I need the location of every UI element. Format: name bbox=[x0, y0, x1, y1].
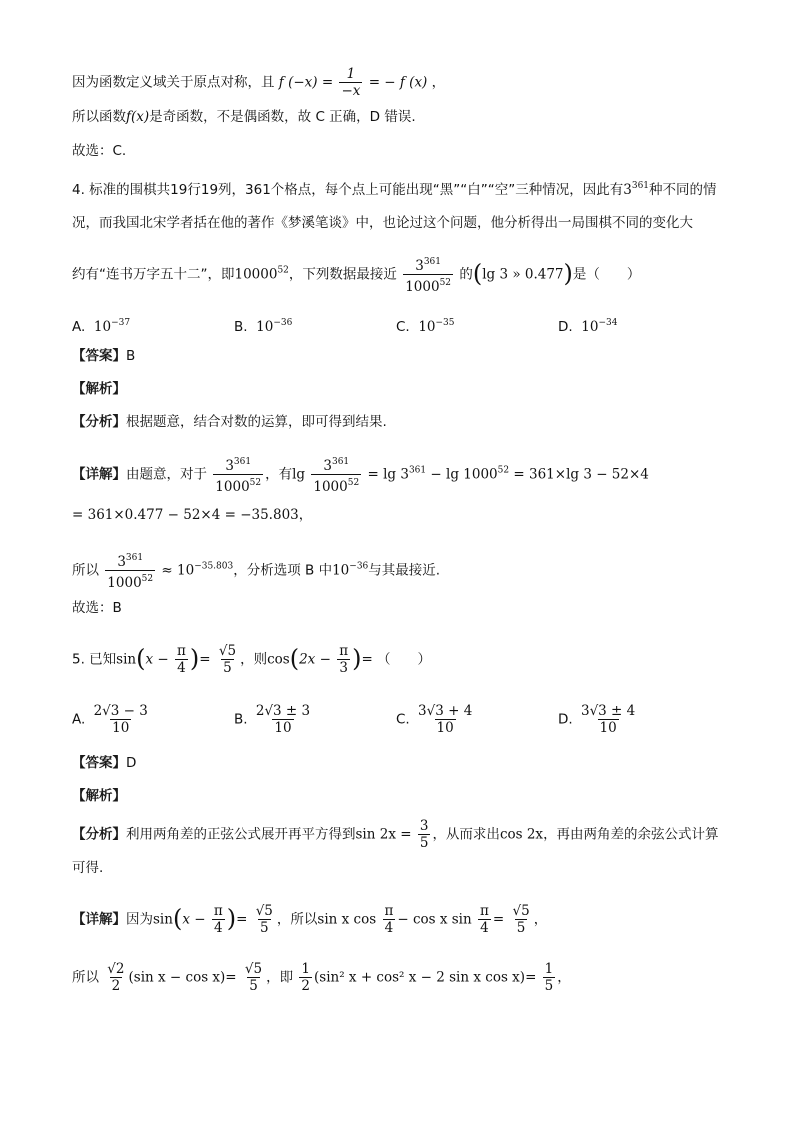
option-label: D. bbox=[558, 711, 573, 728]
numerator: √5 bbox=[218, 643, 237, 659]
math: x − bbox=[182, 911, 206, 928]
text: 约有“连书万字五十二”，即 bbox=[72, 266, 235, 283]
option-label: A. bbox=[72, 319, 86, 335]
denominator: 5 bbox=[516, 920, 526, 936]
denominator: 4 bbox=[480, 920, 489, 936]
q5-line-1: 5. 已知sin(x − $\frac{\pi}{4}$ )= $\frac{√5}{5}$ ，则cos(2x − $\frac{\pi}{3}$ )= （ ） bbox=[72, 643, 432, 676]
q5-analysis-title bbox=[72, 786, 126, 806]
math: 1000 bbox=[405, 279, 440, 295]
exponent: 52 bbox=[439, 278, 452, 288]
math: = （ ） bbox=[361, 651, 432, 668]
math: 1000 bbox=[107, 575, 142, 591]
math: 1000 bbox=[313, 479, 348, 495]
fraction bbox=[510, 903, 531, 936]
math: 3 bbox=[117, 554, 126, 570]
denominator: 3 bbox=[339, 660, 348, 676]
exponent: 52 bbox=[347, 478, 360, 488]
text: 由题意，对于 bbox=[126, 466, 207, 483]
text: ，从而求出 bbox=[432, 826, 500, 843]
fraction bbox=[403, 254, 453, 295]
denominator: 10 bbox=[599, 720, 617, 736]
denominator: 10 bbox=[112, 720, 130, 736]
fraction bbox=[382, 903, 395, 936]
fraction bbox=[175, 643, 188, 676]
math: (sin x − cos x) bbox=[128, 969, 226, 986]
fraction bbox=[311, 454, 361, 495]
text: ， bbox=[533, 911, 548, 928]
exponent: 52 bbox=[277, 265, 289, 276]
numerator bbox=[223, 454, 253, 474]
math: sin bbox=[116, 651, 137, 668]
numerator bbox=[321, 454, 351, 474]
numerator: 1 bbox=[301, 961, 310, 977]
q4-option-a bbox=[72, 313, 130, 337]
text: 因为函数定义域关于原点对称，且 bbox=[72, 74, 275, 91]
numerator: 3√3 ± 4 bbox=[580, 703, 636, 719]
numerator: 2√3 ± 3 bbox=[255, 703, 311, 719]
exponent: −36 bbox=[349, 561, 369, 572]
math: 10 bbox=[418, 319, 436, 335]
numerator: 2√3 − 3 bbox=[93, 703, 148, 719]
numerator: π bbox=[339, 643, 349, 659]
denominator: 4 bbox=[213, 920, 223, 936]
denominator: 2 bbox=[301, 978, 310, 994]
text: ， bbox=[557, 969, 571, 986]
analysis-tag: 【解析】 bbox=[72, 788, 126, 804]
math: = lg 3 bbox=[367, 466, 409, 483]
denominator: 10 bbox=[274, 720, 292, 736]
denominator: 5 bbox=[260, 920, 269, 936]
denominator: 10 bbox=[436, 720, 454, 736]
denominator: 5 bbox=[223, 660, 232, 676]
q5-option-b bbox=[234, 703, 314, 736]
exponent: 361 bbox=[331, 457, 350, 467]
exponent: 52 bbox=[141, 574, 154, 584]
denominator: 4 bbox=[177, 660, 186, 676]
q4-line-1 bbox=[72, 176, 717, 200]
q5-last-line bbox=[72, 961, 571, 994]
math: − lg 1000 bbox=[426, 466, 498, 483]
numerator: π bbox=[480, 903, 489, 919]
text: 所以 bbox=[72, 562, 99, 579]
numerator: 1 bbox=[544, 961, 554, 977]
q4-option-b bbox=[234, 313, 292, 337]
fraction bbox=[212, 903, 225, 936]
math: 3 bbox=[323, 458, 332, 474]
exponent: 361 bbox=[631, 181, 650, 191]
q4-fenxi bbox=[72, 412, 387, 432]
text: 是奇函数，不是偶函数，故 C 正确，D 错误. bbox=[149, 109, 416, 125]
math: 10 bbox=[93, 319, 112, 335]
text: 因为 bbox=[126, 911, 153, 928]
math: lg 3 » 0.477 bbox=[482, 266, 564, 283]
option-label: B. bbox=[234, 711, 248, 728]
text: 所以函数 bbox=[72, 109, 126, 125]
math: = bbox=[236, 911, 248, 928]
answer-tag: 【答案】 bbox=[72, 348, 126, 364]
analysis-tag: 【解析】 bbox=[72, 381, 126, 397]
math: 3 bbox=[225, 458, 234, 474]
q4-option-d bbox=[558, 313, 617, 337]
numerator: √5 bbox=[255, 903, 273, 919]
q5-xiangjie: 【详解】因为sin(x − $\frac{\pi}{4}$ )= $\frac{√5}{5}$ ，所以sin x cos $\frac{\pi}{4}$ − cos x sin $\frac{\pi}{4}$ = $\frac{√5}{5}$ ， bbox=[72, 903, 548, 936]
denominator bbox=[105, 570, 155, 591]
prev-line-1 bbox=[72, 66, 445, 99]
option-label: C. bbox=[396, 711, 410, 728]
math: x − bbox=[145, 651, 169, 668]
math: = bbox=[525, 969, 537, 986]
math: = bbox=[199, 651, 211, 668]
text: 的 bbox=[459, 266, 473, 283]
numerator: √5 bbox=[512, 903, 530, 919]
q4-answer bbox=[72, 346, 135, 366]
math: 1000 bbox=[215, 479, 250, 495]
text: ，分析选项 B 中 bbox=[233, 562, 333, 579]
numerator bbox=[115, 550, 145, 570]
q4-calc-2 bbox=[72, 505, 312, 525]
q4-conclusion bbox=[72, 550, 440, 591]
text: 与其最接近. bbox=[368, 562, 441, 579]
math: sin x cos bbox=[317, 911, 377, 928]
option-label: D. bbox=[558, 319, 573, 335]
exponent: 361 bbox=[423, 257, 441, 267]
numerator: 3 bbox=[419, 818, 429, 834]
denominator bbox=[311, 474, 361, 495]
denominator: 5 bbox=[544, 978, 554, 994]
q5-option-d bbox=[558, 703, 639, 736]
math: 3 bbox=[415, 258, 424, 274]
option-label: C. bbox=[396, 319, 410, 335]
text: ，有 bbox=[265, 466, 293, 483]
text: 所以 bbox=[72, 969, 99, 986]
fraction bbox=[213, 454, 263, 495]
exponent: −37 bbox=[111, 318, 131, 328]
denominator: 4 bbox=[384, 920, 394, 936]
q5-fenxi-cont bbox=[72, 858, 103, 878]
text: 根据题意，结合对数的运算，即可得到结果. bbox=[126, 414, 387, 430]
exponent: −35 bbox=[435, 318, 455, 328]
math: ≈ 10 bbox=[161, 562, 195, 579]
math: cos 2x bbox=[499, 826, 544, 843]
math: (sin² x + cos² x − 2 sin x cos x) bbox=[314, 969, 526, 986]
q5-option-a bbox=[72, 703, 152, 736]
text: ，所以 bbox=[276, 911, 318, 928]
math: sin 2x = bbox=[355, 826, 412, 843]
numerator: 1 bbox=[346, 66, 356, 82]
text: 利用两角差的正弦公式展开再平方得到 bbox=[126, 826, 356, 843]
numerator: 3√3 + 4 bbox=[418, 703, 473, 719]
math: = bbox=[225, 969, 237, 986]
math: sin bbox=[153, 911, 173, 928]
text: ，下列数据最接近 bbox=[288, 266, 397, 283]
numerator: √5 bbox=[244, 961, 263, 977]
text: 故选：B bbox=[72, 600, 122, 616]
math: 2x − bbox=[299, 651, 331, 668]
fraction bbox=[478, 903, 491, 936]
q5-answer bbox=[72, 753, 136, 773]
text: 况，而我国北宋学者括在他的著作《梦溪笔谈》中，也论过这个问题，他分析得出一局围棋不同的变化大 bbox=[72, 215, 693, 231]
q4-line-3: 约有“连书万字五十二”，即10000$^{52}$，下列数据最接近 $\frac{3^{361}}{1000^{52}}$ 的(lg 3 » 0.477)是（ ） bbox=[72, 254, 640, 295]
q5-fenxi bbox=[72, 818, 719, 851]
exponent: 52 bbox=[497, 465, 510, 476]
exponent: −34 bbox=[598, 318, 618, 328]
q4-analysis-title bbox=[72, 379, 126, 399]
fenxi-tag: 【分析】 bbox=[72, 826, 126, 843]
text: ，则 bbox=[240, 651, 268, 668]
math: 10 bbox=[581, 319, 599, 335]
math: 10 bbox=[332, 562, 350, 579]
math: = − f (x) bbox=[368, 74, 428, 91]
option-label: B. bbox=[234, 319, 248, 335]
denominator: 2 bbox=[111, 978, 121, 994]
exponent: 52 bbox=[249, 478, 262, 488]
answer-value: B bbox=[126, 348, 136, 364]
math: − cos x sin bbox=[397, 911, 472, 928]
denominator: 5 bbox=[249, 978, 258, 994]
q5-option-c bbox=[396, 703, 476, 736]
text: ， bbox=[431, 74, 446, 91]
math: = bbox=[492, 911, 505, 928]
fraction bbox=[543, 961, 556, 994]
answer-value: D bbox=[126, 755, 137, 771]
text: 是（ ） bbox=[572, 266, 641, 283]
q4-option-c bbox=[396, 313, 455, 337]
math: cos bbox=[267, 651, 290, 668]
denominator bbox=[403, 274, 453, 295]
math: = 361×lg 3 − 52×4 bbox=[509, 466, 649, 483]
math: f(x) bbox=[126, 109, 150, 125]
text: ， bbox=[298, 507, 313, 523]
prev-line-2 bbox=[72, 107, 416, 127]
text: 故选：C. bbox=[72, 143, 127, 159]
numerator: π bbox=[213, 903, 223, 919]
math: = 361×0.477 − 52×4 = −35.803 bbox=[72, 507, 299, 523]
numerator bbox=[413, 254, 443, 274]
q4-choose bbox=[72, 598, 122, 618]
exponent: −36 bbox=[273, 318, 293, 328]
xiangjie-tag: 【详解】 bbox=[72, 911, 126, 928]
text: 种不同的情 bbox=[649, 182, 717, 198]
fraction bbox=[105, 550, 155, 591]
fraction bbox=[416, 703, 474, 736]
fraction bbox=[299, 961, 312, 994]
answer-tag: 【答案】 bbox=[72, 755, 126, 771]
exponent: 361 bbox=[408, 465, 427, 476]
fraction bbox=[418, 818, 431, 851]
fraction bbox=[254, 703, 312, 736]
fraction bbox=[243, 961, 264, 994]
text: 5. 已知 bbox=[72, 651, 117, 668]
numerator: π bbox=[177, 643, 186, 659]
text: 可得. bbox=[72, 860, 104, 876]
fraction bbox=[337, 643, 350, 676]
math: 10 bbox=[256, 319, 274, 335]
q4-line-2 bbox=[72, 213, 693, 233]
numerator: π bbox=[384, 903, 394, 919]
math: lg bbox=[292, 466, 306, 483]
text: ，即 bbox=[266, 969, 294, 986]
fraction bbox=[217, 643, 238, 676]
option-label: A. bbox=[72, 711, 86, 728]
text: ，再由两角差的余弦公式计算 bbox=[543, 826, 719, 843]
exponent: 361 bbox=[125, 553, 144, 563]
fraction bbox=[92, 703, 150, 736]
fraction bbox=[339, 66, 362, 99]
fraction bbox=[254, 903, 275, 936]
math: f (−x) = bbox=[278, 74, 334, 91]
fraction bbox=[105, 961, 126, 994]
denominator: 5 bbox=[419, 835, 429, 851]
fraction bbox=[579, 703, 637, 736]
numerator: √2 bbox=[107, 961, 125, 977]
denominator bbox=[213, 474, 263, 495]
fenxi-tag: 【分析】 bbox=[72, 414, 126, 430]
math: 3 bbox=[623, 182, 632, 198]
text: 4. 标准的围棋共19行19列，361个格点，每个点上可能出现“黑”“白”“空”三种情况，因此有 bbox=[72, 182, 624, 198]
exponent: −35.803 bbox=[194, 561, 234, 572]
q4-xiangjie bbox=[72, 454, 649, 495]
denominator: −x bbox=[341, 83, 361, 99]
prev-line-3 bbox=[72, 141, 126, 161]
math: 10000 bbox=[234, 266, 278, 283]
exponent: 361 bbox=[233, 457, 252, 467]
xiangjie-tag: 【详解】 bbox=[72, 466, 126, 483]
